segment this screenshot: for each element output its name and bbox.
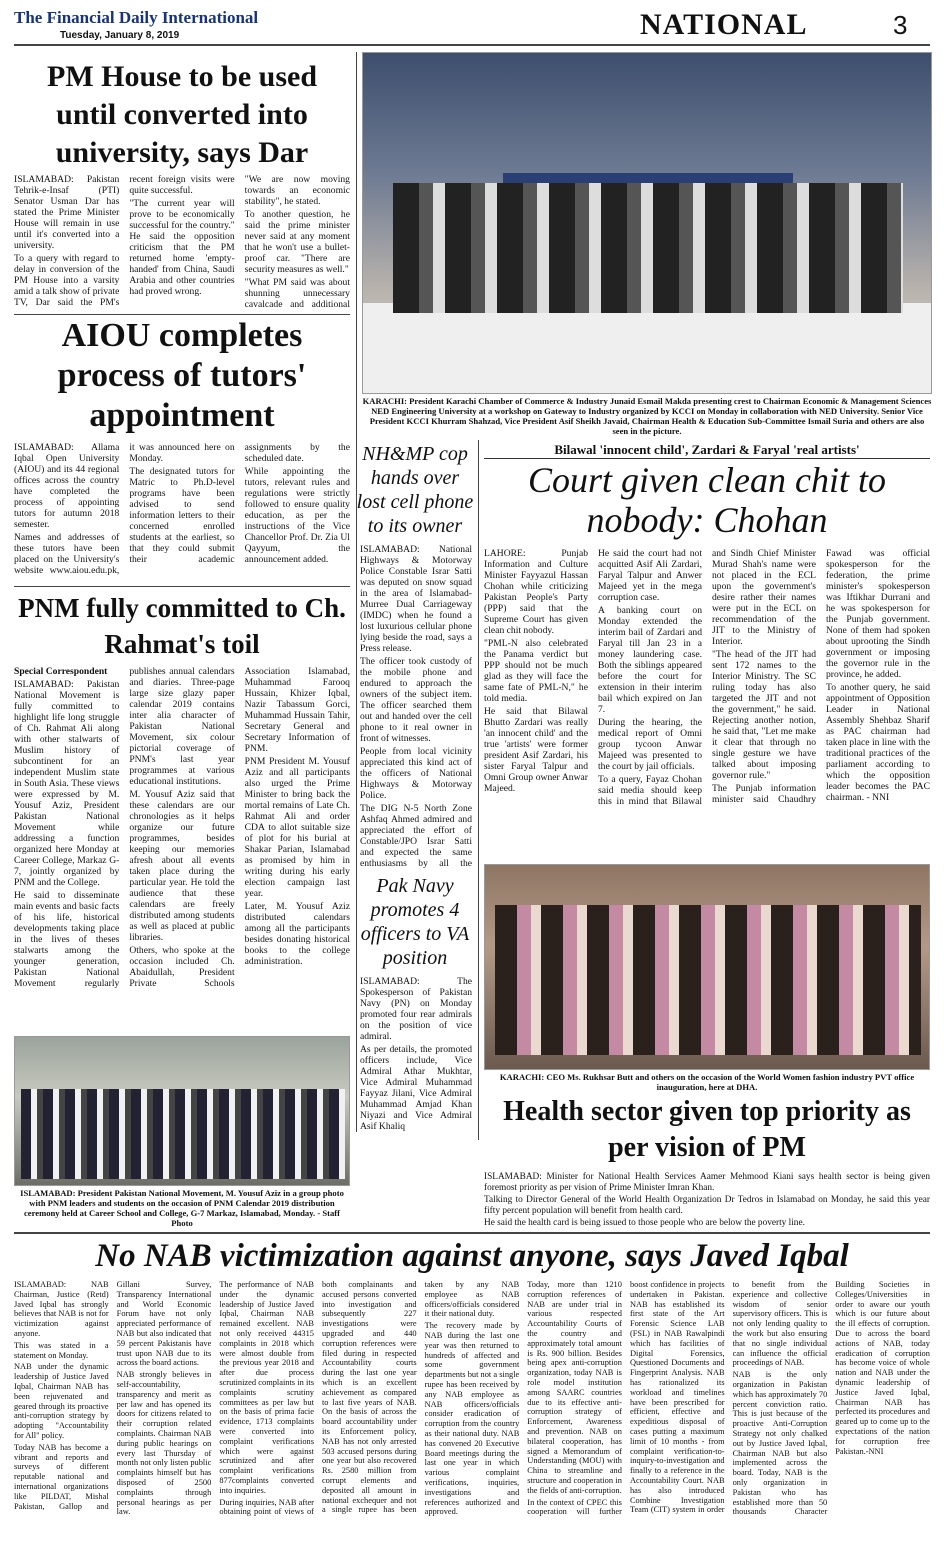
story4-para: The Punjab information minister said Chaudhry Fawad was official spokesperson for the federation, the prime minister's spokesperson was Iftikhar Durrani and he was spokesperson for the Punjab government. None of them had spoken about uprooting the Sindh government or imposing the governor rule in the province, he added.	[712, 548, 930, 805]
people-group	[21, 1089, 345, 1179]
story2-headline: AIOU completes process of tutors' appointment	[57, 317, 307, 434]
story2-body	[14, 442, 350, 584]
story4-body	[484, 548, 930, 860]
story8-para: The performance of NAB under the dynamic leadership of Justice Javed Iqbal, Chairman NAB remained excellent. NAB not only received 44315 complaints in 2018 which were almost double from the previous year 2018 and after due process scrutinized complaints in its complaints scrutiny committees as per law but on the basis of prima facie evidence, 1713 complaints were converted into complaint verifications which were against scrutinized and after complaint verifications 877complaints converted into inquiries.	[219, 1280, 314, 1495]
story2-para: The designated tutors for Matric to Ph.D-level programs have been advised to send information letters to their concerned enrolled students at the earliest, so that they could submit their academic assignments by the scheduled date.	[129, 442, 350, 565]
fashion-office-photo	[484, 864, 930, 1070]
story4-para: "The head of the JIT had sent 172 names to the Interior Ministry. The SC ruling today has also targeted the JIT and not the government," he said. Rejecting another notion, he said that, "Let me make it clear that through no single gesture we have talked about imposing governor rule."	[712, 649, 816, 781]
story3-para: The DIG N-5 North Zone Ashfaq Ahmed admired and appreciated the effort of Constable/JPO Israr Satti and expected the same enthusiasms by all the	[360, 803, 472, 869]
story1-body	[14, 174, 350, 310]
story6-para: ISLAMABAD: The Spokesperson of Pakistan Navy (PN) on Monday promoted four rear admirals on the position of vice admiral.	[360, 976, 472, 1042]
story1-para: "We are now moving towards an economic stability", he stated.	[244, 174, 350, 207]
story4-para: He said the court had not acquitted Asif Ali Zardari, Faryal Talpur and Anwer Majeed yet in the mega corruption case.	[598, 548, 702, 603]
story5-body	[14, 666, 350, 1026]
story8-body	[14, 1280, 930, 1546]
story1-para: "What PM said was about shunning unnecessary cavalcade and additional	[244, 277, 350, 310]
photo3-caption: ISLAMABAD: President Pakistan National Movement, M. Yousuf Aziz in a group photo with PNM leaders and students on the occasion of PNM Calendar 2019 distribution ceremony held at Career School and College, G-7 Markaz, Islamabad, Monday. - Staff Photo	[20, 1188, 344, 1228]
story3-para: People from local vicinity appreciated this kind act of the officers of National Highways & Motorway Police.	[360, 746, 472, 801]
story1-para: ISLAMABAD: Pakistan Tehrik-e-Insaf (PTI) Senator Usman Dar has stated the Prime Minister House will remain in use until it's converted into a university.	[14, 174, 120, 251]
photo2-caption: KARACHI: CEO Ms. Rukhsar Butt and others on the occasion of the World Women fashion industry PVT office inauguration, here at DHA.	[499, 1072, 915, 1092]
story7-body	[484, 1172, 930, 1228]
story1-headline: PM House to be used until converted into university, says Dar	[47, 60, 317, 169]
story4-kicker: Bilawal 'innocent child', Zardari & Faryal 'real artists'	[484, 442, 930, 459]
table-cloth	[363, 303, 932, 394]
story5-para: Later, M. Yousuf Aziz distributed calendars among all the participants besides donating historical books to the college administration.	[244, 901, 350, 967]
header-rule	[14, 44, 930, 46]
pnm-group-photo	[14, 1036, 350, 1186]
story8-para: NAB is the only organization in Pakistan which has approximately 70 percent conviction ratio. This is just because of the proactive Anti-Corruption Strategy not only chalked out by Justice Javed Iqbal, Chairman NAB but also implemented across the board. Today, NAB is the only organization in Pakistan who has established more than 50 thousands Character Building Societies in Colleges/Universities in order to aware our youth which is our future about the ill effects of corruption. Due to across the board actions of NAB, today eradication of corruption has become voice of whole nation and NAB under the dynamic leadership of Justice Javed Iqbal, Chairman NAB has perfected its procedures and geared up to come up to the expectations of the nation for corruption free Pakistan.-NNI	[732, 1280, 930, 1517]
story5-byline: Special Correspondent	[14, 666, 108, 677]
story4-headline: Court given clean chit to nobody: Chohan	[528, 460, 886, 540]
story2-para: ISLAMABAD: Allama Iqbal Open University (AIOU) and its 44 regional offices across the country have completed the process of appointing tutors for autumn 2018 semester.	[14, 442, 120, 530]
story8-para: NAB under the dynamic leadership of Justice Javed Iqbal, Chairman NAB has been rejuvenated and geared through its proactive anti-corruption strategy by adopting "Accountability for All" policy.	[14, 1362, 109, 1440]
story4-para: LAHORE: Punjab Information and Culture Minister Fayyazul Hassan Chohan while criticizing Pakistan People's Party (PPP) said that the Supreme Court has given clean chit nobody.	[484, 548, 588, 636]
story8-para: In the context of CPEC this cooperation will further boost confidence in projects undertaken in Pakistan. NAB has established its first state of the Art Forensic Science LAB (FSL) in NAB Rawalpindi which has facilities of Digital Forensics, Questioned Documents and Fingerprint Analysis. NAB has rationalized its workload and timelines have been prescribed for efficient, effective and expeditious disposal of cases putting a maximum limit of 10 months - from complaint verification-to-inquiry-to-investigation and finally to a reference in the Accountability Court. NAB has also introduced Combine Investigation Team (CIT) system in order to benefit from the experience and collective wisdom of senior supervisory officers. This is not only lending quality to the work but also ensuring that no single individual can influence the official proceedings of NAB.	[527, 1280, 828, 1517]
story8-para: During inquiries, NAB after obtaining point of views of both complainants and accused persons converted into investigation and subsequently 227 investigations were upgraded and 440 corruption references were filed during in respected Accountability courts during the last one year which is an excellent achievement as compared to last five years of NAB. On the basis of across the board accountability under its Enforcement policy, NAB has not only arrested 503 accused persons during one year but also recovered Rs. 2580 million from corrupt elements and deposited all amount in national exchequer and not a single rupee has been taken by any NAB employee as NAB officers/officials considered it their national duty.	[219, 1280, 520, 1517]
story8-para: This was stated in a statement on Monday.	[14, 1340, 109, 1360]
story7-headline: Health sector given top priority as per vision of PM	[503, 1096, 911, 1163]
people-group	[495, 905, 921, 1055]
story2-para: While appointing the tutors, relevant rules and regulations were strictly followed to ensure quality education, as per the instructions of the Vice Chancellor Prof. Dr. Zia Ul Qayyum, the announcement added.	[244, 466, 350, 565]
story3-headline: NH&MP cop hands over lost cell phone to its owner	[356, 443, 474, 537]
story8-para: Today NAB has become a vibrant and reports and surveys of different reputable national and international organizations like PILDAT, Mishal Pakistan, Gallop and Gillani Survey, Transparency International and World Economic Forum have not only appreciated performance of NAB but also indicated that 59 percent Pakistanis have trust upon NAB due to its across the board actions.	[14, 1280, 212, 1511]
kcci-event-photo	[362, 52, 932, 394]
story5-para: PNM President M. Yousuf Aziz and all participants also urged the Prime Minister to bring back the mortal remains of Late Ch. Rahmat Ali and order CDA to allot suitable size of plot for his burial at Shakar Parian, Islamabad as promised by him in writing during his early election campaign last year.	[244, 756, 350, 899]
story2-para: Names and addresses of these tutors have been placed on the University's website www.aiou.edu.pk, it was announced here on Monday.	[14, 442, 235, 576]
story4-para: To a query, Fayaz Chohan said media should keep this in mind that Bilawal and Sindh Chief Minister Murad Shah's name were not placed in the ECL upon the government's desire rather their names were put in the ECL on recommendation of the JIT to the Ministry of Interior.	[598, 548, 816, 807]
story7-para: Talking to Director General of the World Health Organization Dr Tedros in Islamabad on Monday, he said this year fifty percent population will benefit from health card.	[484, 1195, 930, 1216]
masthead-date: Tuesday, January 8, 2019	[60, 30, 180, 41]
story3-body	[360, 544, 472, 869]
story5-para: Others, who spoke at the occasion included Ch. Abaidullah, President Private Schools Association Islamabad, Muhammad Farooq Hussain, Khizer Iqbal, Nazir Tabassum Gorci, Muhammad Hussain Tahir, Secretary General and Secretary Information of PNM.	[129, 666, 350, 989]
story1-para: To a query with regard to delay in conversion of the PM House into a varsity amid a talk show of private TV, Dar said the PM's recent foreign visits were quite successful.	[14, 174, 235, 308]
story8-para: The recovery made by NAB during the last one year was then returned to hundreds of affected and some government departments but not a single rupee has been received by any NAB employee as NAB officers/officials consider eradication of corruption from the country as their national duty. NAB has convened 20 Executive Board meetings during the last one year in which various complaint verifications, inquiries, investigations and references authorized and approved.	[424, 1321, 520, 1517]
photo1-caption: KARACHI: President Karachi Chamber of Commerce & Industry Junaid Esmail Makda presenting crest to Chairman Economic & Management Sciences NED Engineering University at a workshop on Gateway to Industry organized by KCCI on Monday in collaboration with NED University. Senior Vice President KCCI Khurram Shahzad, Vice President Asif Sheikh Javaid, Chairman Health & Education Sub-Committee Ismail Suria and others are also seen in the picture.	[362, 396, 932, 436]
story4-para: To another query, he said appointment of Opposition Leader in National Assembly Shehbaz Sharif as PAC chairman had taken place in line with the traditional practices of the parliament according to which the opposition leader becomes the PAC chairman. - NNI	[826, 682, 930, 803]
story8-para: NAB strongly believes in self-accountability, transparency and merit as per law and has opened its doors for citizens related to their corruption related complaints. Chairman NAB during public hearings on every last Thursday of month not only listen public complaints himself but has disposed of 2500 complaints through personal hearings as per law.	[116, 1370, 212, 1517]
story3-para: ISLAMABAD: National Highways & Motorway Police Constable Israr Satti was deputed on snow squad in the area of Islamabad-Murree Dual Carriageway (IMDC) when he found a lost luxurious cellular phone lying beside the road, says a Press release.	[360, 544, 472, 654]
story4-para: "PML-N also celebrated the Panama verdict but PPP should not be much glad as they will face the same fate of PML-N," he told media.	[484, 638, 588, 704]
story1-para: "The current year will prove to be economically successful for the country." He said the opposition criticism that the PM returned home 'empty-handed' from China, Saudi Arabia and other countries had proved wrong.	[129, 198, 235, 297]
story4-para: During the hearing, the medical report of Omni group tycoon Anwar Majeed was presented to the court by jail officials.	[598, 717, 702, 772]
story6-body	[360, 976, 472, 1134]
story6-headline: Pak Navy promotes 4 officers to VA position	[360, 875, 470, 969]
page-number: 3	[893, 10, 908, 40]
story5-para: He said to disseminate main events and basic facts of his life, historical developments taking place in the lives of theses stalwarts among the younger generation, Pakistan National Movement regularly publishes annual calendars and diaries. Three-page large size glazy paper calendar 2019 contains inter alia character of Pakistan National Movement, six colour pictorial coverage of PNM's last year programmes at various educational institutions.	[14, 666, 235, 989]
people-row	[393, 183, 903, 313]
story4-para: A banking court on Monday extended the interim bail of Zardari and Faryal till Jan 23 in a money laundering case. Both the siblings appeared before the court for extension in their interim bail which expired on Jan 7.	[598, 605, 702, 715]
story6-para: As per details, the promoted officers include, Vice Admiral Athar Mukhtar, Vice Admiral Muhammad Fayyaz Jilani, Vice Admiral Muhammad Amjad Khan Niyazi and Vice Admiral Asif Khaliq	[360, 1044, 472, 1132]
story5-para: ISLAMABAD: Pakistan National Movement is fully committed to highlight life long struggle of Ch. Rahmat Ali along with other stalwarts of Muslim history of subcontinent for an independent Muslim state in South Asia. These views were expressed by M. Yousuf Aziz, President Pakistan National Movement while addressing a function organized here Monday at Career College, Markaz G-7, jointly organized by PNM and the College.	[14, 679, 120, 888]
masthead-title: The Financial Daily International	[14, 8, 259, 27]
story4-para: He said that Bilawal Bhutto Zardari was really 'an innocent child' and the true 'artists' were former president Asif Zardari, his sister Faryal Talpur and Omni Group owner Anwar Majeed.	[484, 706, 588, 794]
story8-para: ISLAMABAD: NAB Chairman, Justice (Retd) Javed Iqbal has strongly believes that NAB is not for victimization against anyone.	[14, 1280, 109, 1338]
story5-para: M. Yousuf Aziz said that these calendars are our chronologies as it helps organize our future programmes, besides keeping our memories afresh about all events taken place during the particular year. He told the audience that these calendars are freely distributed among students as well as placed at public libraries.	[129, 789, 235, 943]
story5-headline: PNM fully committed to Ch. Rahmat's toil	[18, 593, 346, 659]
story7-para: He said the health card is being issued to those people who are below the poverty line.	[484, 1218, 805, 1228]
story1-para: To another question, he said the prime minister never said at any moment that he won't use a bullet-proof car. "There are security measures as well."	[244, 209, 350, 275]
story3-para: The officer took custody of the mobile phone and endured to approach the owners of the subject item. The officer searched them out and handed over the cell phone to it real owner in front of witnesses.	[360, 656, 472, 744]
story8-headline: No NAB victimization against anyone, says Javed Iqbal	[95, 1238, 849, 1274]
story7-para: ISLAMABAD: Minister for National Health Services Aamer Mehmood Kiani says health sector is being given foremost priority as per vision of Prime Minister Imran Khan.	[484, 1172, 930, 1193]
story8-para: Today, more than 1210 corruption references of NAB are under trial in various respected Accountability Courts of the country and approximately total amount is Rs. 900 billion. Besides being apex anti-corruption organization, today NAB is role model institution among SAARC countries due to its effective anti-corruption strategy of Enforcement, Awareness and prevention. NAB on bilateral cooperation, has signed a Memorandum of Understanding (MOU) with China to streamline and structure and cooperation in the fields of anti-corruption.	[527, 1280, 622, 1495]
section-title: NATIONAL	[640, 8, 808, 41]
